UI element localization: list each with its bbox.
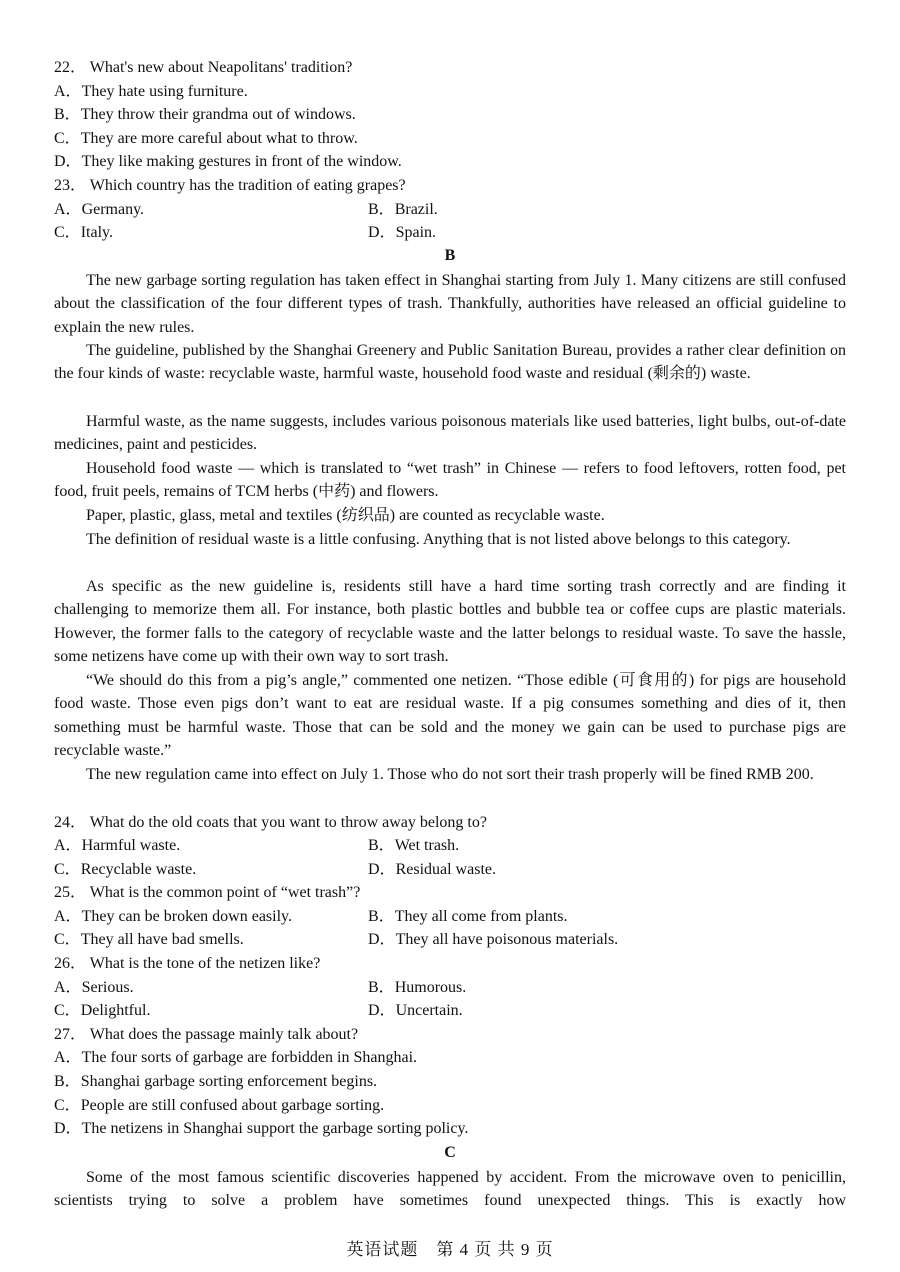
option-label: D． — [368, 861, 396, 878]
option-label: D． — [54, 153, 82, 170]
option-text: Brazil. — [394, 201, 438, 218]
passage-b-paragraph-4: Household food waste — which is translated to “wet trash” in Chinese — refers to food leftovers, rotten food, pet food, fruit peels, remains of TCM herbs (中药) and flowers. — [54, 460, 846, 501]
option-22-a — [54, 82, 248, 104]
option-text: The netizens in Shanghai support the garbage sorting policy. — [81, 1120, 469, 1137]
option-label: C． — [54, 130, 81, 147]
option-text: Shanghai garbage sorting enforcement begins. — [80, 1073, 378, 1090]
section-c-heading: C — [444, 1144, 456, 1161]
option-label: B． — [54, 106, 81, 123]
question-text: Which country has the tradition of eating grapes? — [89, 177, 406, 194]
question-number: 23． — [54, 177, 87, 194]
option-text: They all have bad smells. — [80, 931, 244, 948]
option-25-d — [368, 930, 618, 950]
question-number: 22． — [54, 59, 87, 76]
question-number: 26． — [54, 955, 87, 972]
option-27-a — [54, 1048, 417, 1070]
option-text: They all have poisonous materials. — [395, 931, 619, 948]
option-text: Residual waste. — [395, 861, 496, 878]
question-text: What is the common point of “wet trash”? — [89, 884, 361, 901]
option-text: Serious. — [81, 979, 134, 996]
option-label: A． — [54, 908, 82, 925]
option-26-a — [54, 978, 134, 1000]
option-text: People are still confused about garbage sorting. — [80, 1097, 385, 1114]
option-label: B． — [368, 979, 395, 996]
option-24-c — [54, 860, 196, 882]
option-text: Wet trash. — [394, 837, 460, 854]
passage-c-paragraph-1: Some of the most famous scientific discoveries happened by accident. From the microwave oven to penicillin, scientists trying to solve a problem have sometimes found unexpected things. This is exactly how — [54, 1169, 846, 1210]
option-label: C． — [54, 1002, 81, 1019]
option-label: C． — [54, 224, 81, 241]
option-text: Recyclable waste. — [80, 861, 197, 878]
option-label: A． — [54, 837, 82, 854]
option-label: A． — [54, 1049, 82, 1066]
option-label: D． — [368, 931, 396, 948]
option-text: Humorous. — [394, 979, 467, 996]
option-text: They throw their grandma out of windows. — [80, 106, 356, 123]
question-number: 24． — [54, 814, 87, 831]
option-text: They all come from plants. — [394, 908, 568, 925]
option-text: Delightful. — [80, 1002, 151, 1019]
passage-b-paragraph-9: The new regulation came into effect on July 1. Those who do not sort their trash properly will be fined RMB 200. — [86, 766, 814, 783]
question-text: What does the passage mainly talk about? — [89, 1026, 359, 1043]
option-26-c — [54, 1001, 150, 1023]
question-22 — [54, 58, 352, 80]
option-24-b — [368, 836, 459, 856]
option-text: Uncertain. — [395, 1002, 463, 1019]
question-text: What do the old coats that you want to throw away belong to? — [89, 814, 487, 831]
option-label: D． — [368, 224, 396, 241]
option-text: Italy. — [80, 224, 113, 241]
question-number: 25． — [54, 884, 87, 901]
option-22-b — [54, 105, 356, 127]
question-27 — [54, 1025, 358, 1047]
question-26 — [54, 954, 320, 976]
option-23-a — [54, 200, 144, 222]
option-22-d — [54, 152, 402, 174]
question-text: What is the tone of the netizen like? — [89, 955, 321, 972]
option-22-c — [54, 129, 358, 151]
question-number: 27． — [54, 1026, 87, 1043]
option-label: A． — [54, 201, 82, 218]
passage-b-paragraph-6: The definition of residual waste is a little confusing. Anything that is not listed above belongs to this category. — [86, 531, 791, 548]
passage-b-paragraph-2: The guideline, published by the Shanghai Greenery and Public Sanitation Bureau, provides a rather clear definition on the four kinds of waste: recyclable waste, harmful waste, household food waste and residual (剩余的) waste. — [54, 342, 846, 383]
option-label: C． — [54, 931, 81, 948]
option-label: C． — [54, 1097, 81, 1114]
passage-b-paragraph-7: As specific as the new guideline is, residents still have a hard time sorting trash correctly and are finding it challenging to memorize them all. For instance, both plastic bottles and bubble tea or coffee cups are plastic materials. However, the former falls to the category of recyclable waste and the latter belongs to residual waste. To save the hassle, some netizens have come up with their own way to sort trash. — [54, 578, 846, 666]
option-23-b — [368, 200, 438, 220]
option-text: They can be broken down easily. — [81, 908, 293, 925]
option-27-b — [54, 1072, 377, 1094]
question-24 — [54, 813, 487, 835]
option-label: A． — [54, 979, 82, 996]
option-24-a — [54, 836, 180, 858]
option-label: A． — [54, 83, 82, 100]
option-label: B． — [54, 1073, 81, 1090]
passage-b-paragraph-1: The new garbage sorting regulation has taken effect in Shanghai starting from July 1. Many citizens are still confused about the classification of the four different types of trash. Thankfully, authorities have released an official guideline to explain the new rules. — [54, 272, 846, 336]
section-b-heading: B — [444, 247, 456, 264]
option-26-b — [368, 978, 466, 998]
option-label: B． — [368, 201, 395, 218]
option-25-c — [54, 930, 244, 952]
page-footer: 英语试题 第 4 页 共 9 页 — [346, 1240, 554, 1259]
passage-b-paragraph-3: Harmful waste, as the name suggests, includes various poisonous materials like used batteries, light bulbs, out-of-date medicines, paint and pesticides. — [54, 413, 846, 454]
passage-b-paragraph-8: “We should do this from a pig’s angle,” commented one netizen. “Those edible (可食用的) for pigs are household food waste. Those even pigs don’t want to eat are residual waste. If a pig consumes something and dies of it, then something must be harmful waste. Those that can be sold and the money we gain can be used to purchase pigs are recyclable waste.” — [54, 672, 846, 760]
option-24-d — [368, 860, 496, 880]
option-27-c — [54, 1096, 384, 1118]
option-23-d — [368, 223, 436, 243]
passage-b-paragraph-5: Paper, plastic, glass, metal and textiles (纺织品) are counted as recyclable waste. — [86, 507, 605, 524]
option-text: Spain. — [395, 224, 437, 241]
option-label: D． — [368, 1002, 396, 1019]
option-label: D． — [54, 1120, 82, 1137]
question-text: What's new about Neapolitans' tradition? — [89, 59, 353, 76]
option-text: Harmful waste. — [81, 837, 181, 854]
option-text: The four sorts of garbage are forbidden in Shanghai. — [81, 1049, 418, 1066]
option-25-b — [368, 907, 568, 927]
option-27-d — [54, 1119, 468, 1141]
option-label: B． — [368, 837, 395, 854]
option-text: They are more careful about what to throw. — [80, 130, 358, 147]
option-text: Germany. — [81, 201, 145, 218]
option-text: They like making gestures in front of the window. — [81, 153, 402, 170]
option-25-a — [54, 907, 292, 929]
option-26-d — [368, 1001, 463, 1021]
question-25 — [54, 883, 360, 905]
option-label: B． — [368, 908, 395, 925]
option-23-c — [54, 223, 113, 245]
option-text: They hate using furniture. — [81, 83, 248, 100]
option-label: C． — [54, 861, 81, 878]
question-23 — [54, 176, 406, 198]
